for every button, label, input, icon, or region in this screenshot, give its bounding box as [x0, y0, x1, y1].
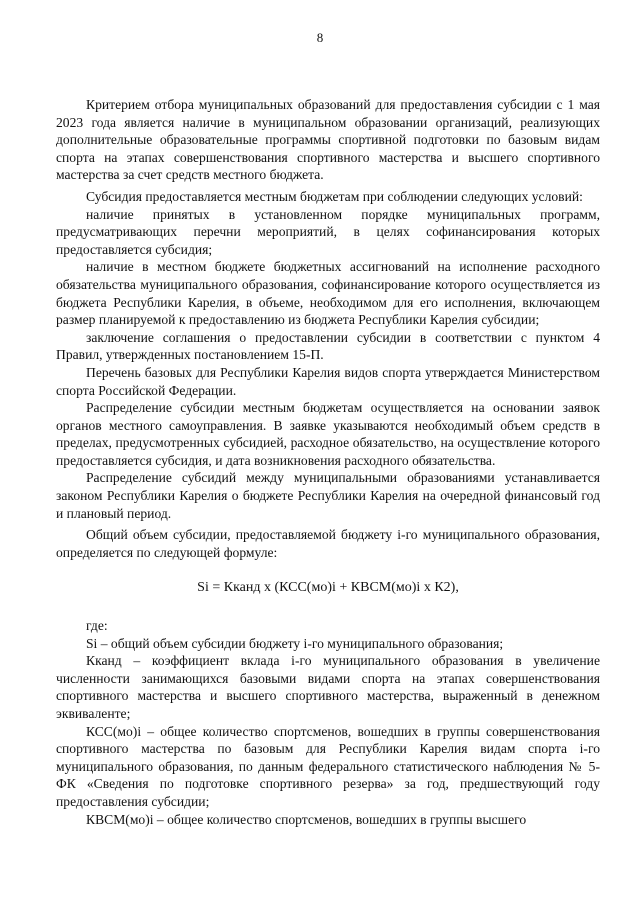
document-body — [56, 96, 600, 828]
paragraph-selection-criterion: Критерием отбора муниципальных образований для предоставления субсидии с 1 мая 2023 года является наличие в муниципальном образовании организаций, реализующих дополнительные образовательные программы спортивной подготовки по базовым видам спорта на этапах совершенствования спортивного мастерства и высшего спортивного мастерства за счет средств местного бюджета. — [56, 97, 600, 183]
subsidy-formula: Si = Кканд x (КСС(мо)i + КВСМ(мо)i x К2), — [197, 580, 459, 596]
paragraph-distribution-applications: Распределение субсидии местным бюджетам осуществляется на основании заявок органов местного самоуправления. В заявке указываются необходимый объем средств в пределах, предусмотренных субсидией, расходное обязательство, на осуществление которого предоставляется субсидия, и дата возникновения расходного обязательства. — [56, 400, 600, 468]
definition-kkand: Кканд – коэффициент вклада i-го муниципального образования в увеличение численности занимающихся базовыми видами спорта на этапах совершенствования спортивного мастерства и высшего спортивного мастерства, выраженный в денежном эквиваленте; — [56, 653, 600, 721]
paragraph-subsidy-conditions: Субсидия предоставляется местным бюджетам при соблюдении следующих условий: — [86, 188, 583, 204]
paragraph-distribution-law: Распределение субсидий между муниципальными образованиями устанавливается законом Республики Карелия о бюджете Республики Карелия на очередной финансовый год и плановый период. — [56, 470, 600, 521]
paragraph-formula-intro: Общий объем субсидии, предоставляемой бюджету i-го муниципального образования, определяется по следующей формуле: — [56, 527, 600, 560]
definitions-where: где: — [86, 618, 108, 634]
definition-si: Si – общий объем субсидии бюджету i-го муниципального образования; — [86, 635, 504, 651]
definition-kss: КСС(мо)i – общее количество спортсменов, вошедших в группы совершенствования спортивного мастерства по базовым для Республики Карелия видам спорта i-го муниципального образования, по данным федерального статистического наблюдения № 5-ФК «Сведения по подготовке спортивного резерва» за год, предшествующий году предоставления субсидии; — [56, 723, 600, 809]
paragraph-condition-programs: наличие принятых в установленном порядке муниципальных программ, предусматривающих перечни мероприятий, в целях софинансирования которых предоставляется субсидия; — [56, 206, 600, 257]
paragraph-sports-list: Перечень базовых для Республики Карелия видов спорта утверждается Министерством спорта Российской Федерации. — [56, 364, 600, 398]
paragraph-condition-agreement: заключение соглашения о предоставлении субсидии в соответствии с пунктом 4 Правил, утвержденных постановлением 15-П. — [56, 329, 600, 363]
page-number: 8 — [316, 30, 324, 45]
definition-kvsm: КВСМ(мо)i – общее количество спортсменов, вошедших в группы высшего — [86, 811, 527, 827]
paragraph-condition-budget: наличие в местном бюджете бюджетных ассигнований на исполнение расходного обязательства муниципального образования, софинансирование которого осуществляется из бюджета Республики Карелия, в объеме, необходимом для его исполнения, включающем размер планируемой к предоставлению из бюджета Республики Карелия субсидии; — [56, 259, 600, 328]
